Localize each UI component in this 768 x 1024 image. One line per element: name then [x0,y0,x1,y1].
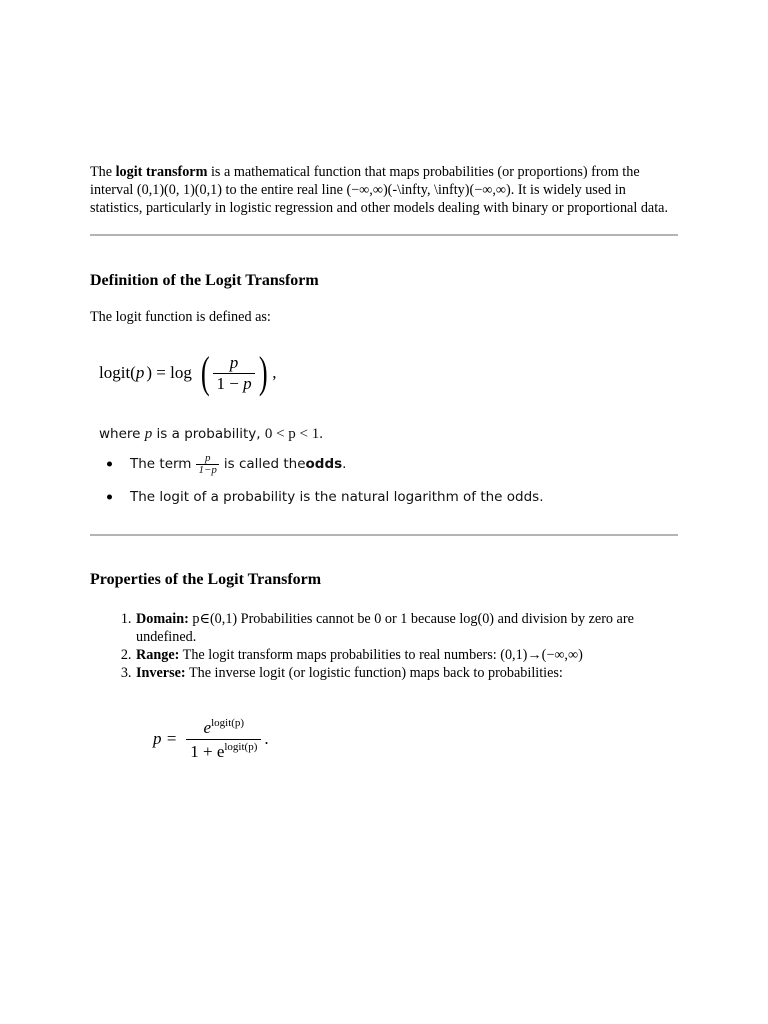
list-item: 1. Domain: p∈(0,1) Probabilities cannot be 0 or 1 because log(0) and division by zero are undefined. [135,610,680,646]
logit-eq-denominator: 1 − p [216,373,252,393]
list-item: 3. Inverse: The inverse logit (or logistic function) maps back to probabilities: [135,664,680,682]
odds-term: odds [305,456,343,472]
left-paren: ( [200,348,210,397]
section-divider-1 [90,234,678,236]
intro-text-1: The [90,164,116,180]
logit-eq-mid: ) = log [146,363,192,382]
intro-bold-term: logit transform [115,164,208,180]
properties-heading: Properties of the Logit Transform [90,571,322,588]
where-var: p [144,426,153,442]
logit-eq-numerator: p [229,352,239,372]
definition-heading: Definition of the Logit Transform [90,272,319,289]
intro-paragraph [90,163,680,217]
logit-eq-var: p [135,363,145,382]
bullet-dot [107,495,112,500]
definition-lead: The logit function is defined as: [90,309,271,325]
document-page [90,163,680,762]
inverse-eq-denominator: $1 + e^{logit(p)}$ [190,740,258,761]
list-item: The term $\frac{p}{1-p}$ is called the odds . [90,453,680,475]
list-item: The logit of a probability is the natural logarithm of the odds. [90,487,680,507]
list-item: 2. Range: The logit transform maps probabilities to real numbers: (0,1)→(−∞,∞) [135,646,680,664]
bullet-dot [107,462,112,467]
inverse-eq-numerator: $e^{logit(p)}$ [203,717,245,737]
inverse-eq-fraction [186,716,261,762]
properties-list [90,610,680,682]
definition-bullets [90,453,680,507]
logit-eq-tail: , [272,363,277,382]
intro-text-2: is a mathematical function that maps probabilities (or proportions) from the interval (0,1)(0, 1)(0,1) to the entire real line (−∞,∞)(-\infty, \infty)(−∞,∞). It is widely used in statistics, particularly in logistic regression and other models dealing with binary or proportional data. [90,164,669,216]
right-paren: ) [258,348,268,397]
inverse-eq-lhs: p = [153,729,178,749]
where-line: where p is a probability, 0 < p < 1. [99,426,323,442]
logit-equation [99,344,680,402]
logit-eq-fraction [213,353,254,393]
logit-eq-lhs: logit( [99,363,136,382]
inverse-logit-equation [153,716,680,762]
where-condition: 0 < p < 1. [264,426,323,442]
inverse-eq-tail: . [264,729,269,749]
section-divider-2 [90,534,678,536]
odds-fraction: $\frac{p}{1-p}$ [198,451,217,476]
